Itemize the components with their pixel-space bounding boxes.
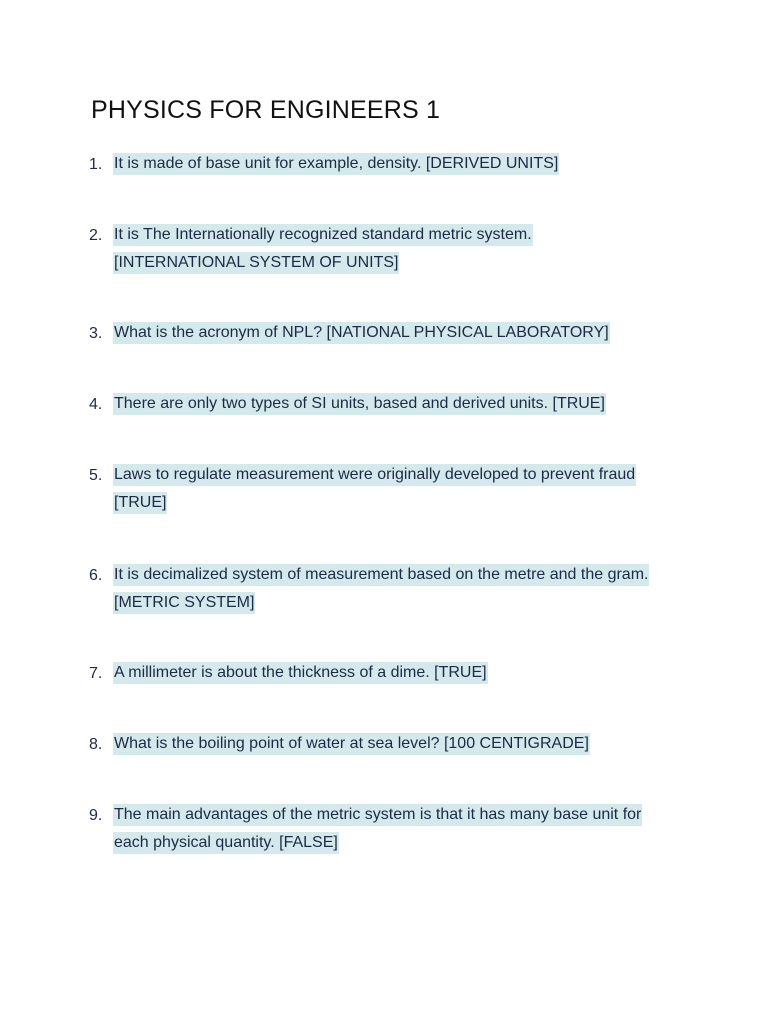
highlighted-question-text: A millimeter is about the thickness of a dime. [TRUE] — [113, 662, 488, 684]
question-text — [113, 561, 658, 617]
highlighted-question-text: The main advantages of the metric system is that it has many base unit for each physical quantity. [FALSE] — [113, 804, 642, 854]
question-number: 6. — [89, 567, 103, 584]
question-text — [113, 319, 673, 347]
question-text — [113, 659, 673, 687]
highlighted-question-text: It is The Internationally recognized standard metric system. [INTERNATIONAL SYSTEM OF UNITS] — [113, 224, 533, 274]
question-number: 8. — [89, 736, 103, 753]
question-number: 4. — [89, 396, 103, 413]
document-title: PHYSICS FOR ENGINEERS 1 — [91, 96, 441, 124]
question-number: 3. — [89, 325, 103, 342]
question-number: 1. — [89, 156, 103, 173]
question-text — [113, 390, 673, 418]
question-number: 7. — [89, 665, 103, 682]
question-number: 2. — [89, 227, 103, 244]
highlighted-question-text: What is the boiling point of water at sea level? [100 CENTIGRADE] — [113, 733, 590, 755]
question-text — [113, 150, 673, 178]
highlighted-question-text: It is decimalized system of measurement based on the metre and the gram. [METRIC SYSTEM] — [113, 564, 649, 614]
question-text — [113, 730, 673, 758]
question-text — [113, 801, 673, 857]
question-text — [113, 221, 583, 277]
highlighted-question-text: It is made of base unit for example, density. [DERIVED UNITS] — [113, 153, 559, 175]
question-number: 9. — [89, 807, 103, 824]
question-number: 5. — [89, 467, 103, 484]
highlighted-question-text: Laws to regulate measurement were originally developed to prevent fraud [TRUE] — [113, 464, 636, 514]
question-text — [113, 461, 648, 517]
highlighted-question-text: What is the acronym of NPL? [NATIONAL PHYSICAL LABORATORY] — [113, 322, 610, 344]
highlighted-question-text: There are only two types of SI units, based and derived units. [TRUE] — [113, 393, 606, 415]
